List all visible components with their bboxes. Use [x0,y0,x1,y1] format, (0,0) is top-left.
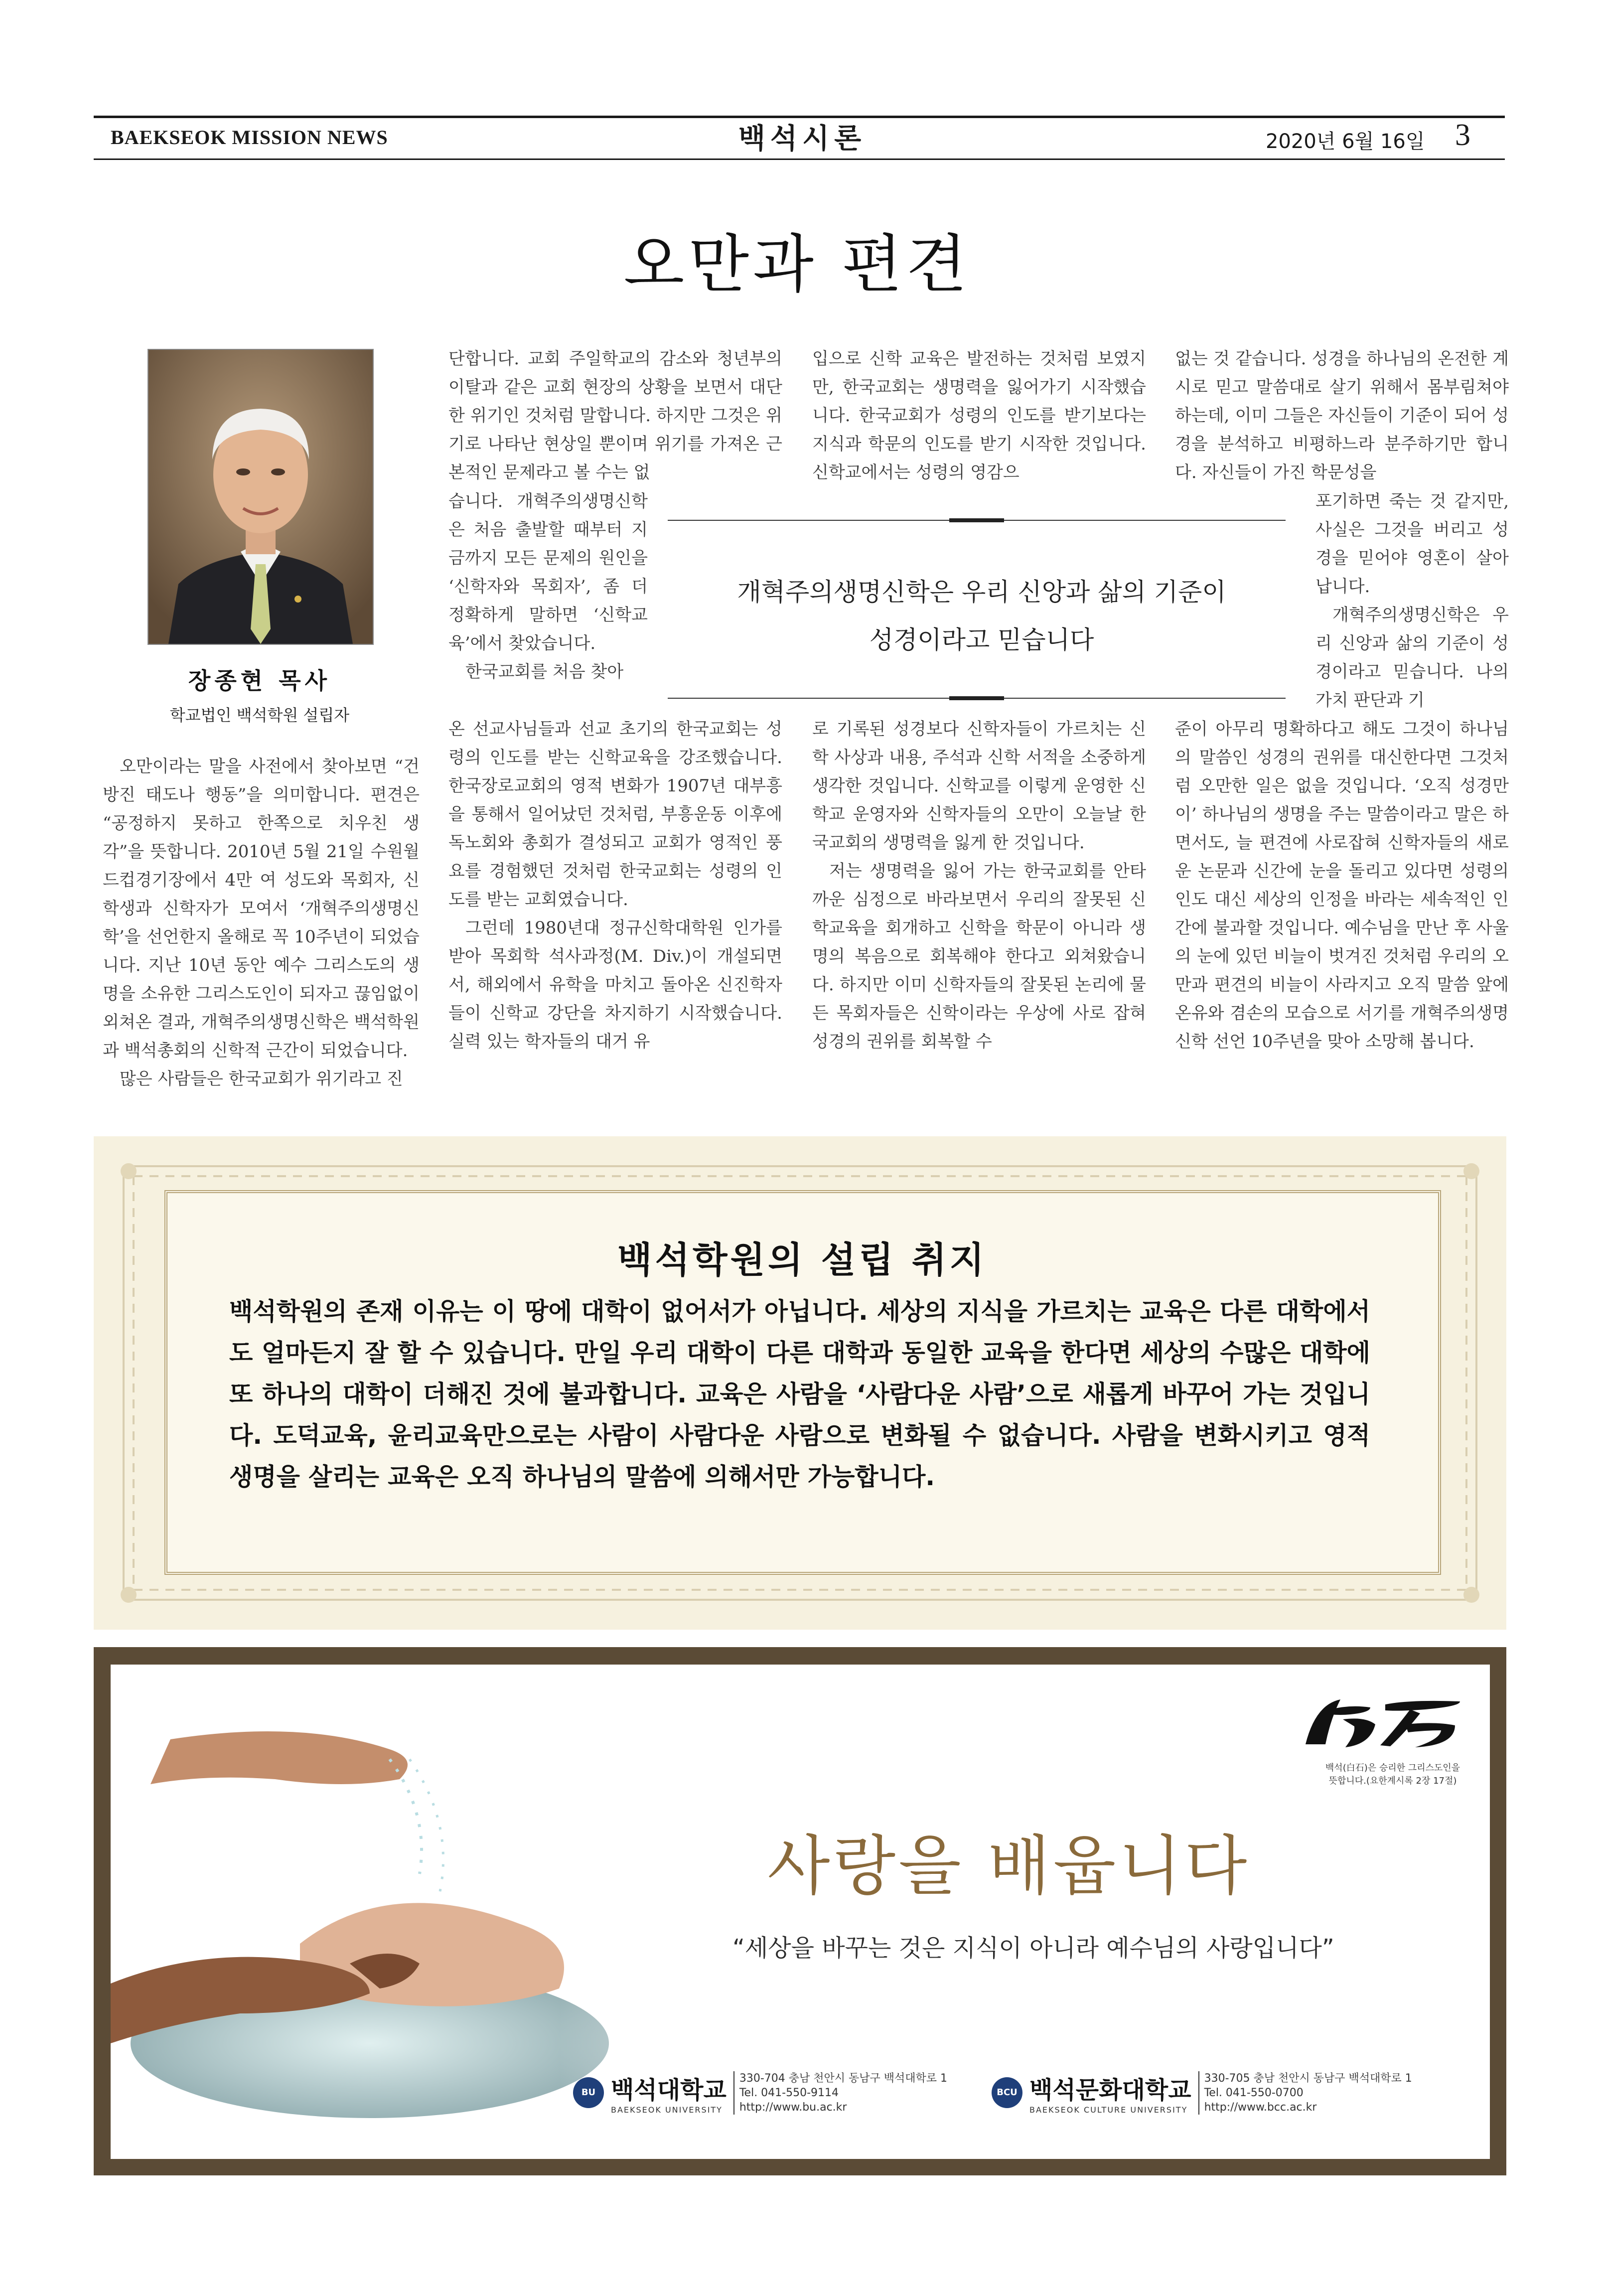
bcu-emblem-icon: BCU [992,2077,1022,2108]
article-paragraph: 많은 사람들은 한국교회가 위기라고 진 [120,1069,403,1089]
pullquote-bar-top [949,518,1004,522]
logo-caption-line: 백석(白石)은 승리한 그리스도인을 [1325,1763,1460,1773]
publication-name: BAEKSEOK MISSION NEWS [111,126,388,149]
author-role: 학교법인 백석학원 설립자 [169,706,350,725]
header-rule-bottom [94,158,1505,160]
bcu-contact [1198,2071,1412,2115]
founding-title: 백석학원의 설립 취지 [617,1239,988,1281]
bu-name-ko: 백석대학교 [611,2076,727,2104]
university-block-bcu [992,2071,1412,2115]
article-column-4-wrap [1315,487,1509,715]
article-title: 오만과 편견 [623,228,971,301]
article-paragraph: 포기하면 죽는 것 같지만, 사실은 그것을 버리고 성경을 믿어야 영혼이 살아납니다. [1315,491,1509,597]
author-photo [147,349,374,645]
bu-emblem-icon: BU [573,2077,604,2108]
bu-tel: Tel. 041-550-9114 [739,2086,839,2099]
ad-headline: 사랑을 배웁니다 [767,1828,1250,1904]
article-paragraph: 한국교회를 처음 찾아 [465,662,624,682]
section-title: 백석시론 [738,123,867,155]
article-paragraph: 온 선교사님들과 선교 초기의 한국교회는 성령의 인도를 받는 신학교육을 강조했습니다. 한국장로교회의 영적 변화가 1907년 대부흥을 통해서 일어났던 것처럼, 부흥운동 이후에 독노회와 총회가 결성되고 교회가 영적인 풍요를 경험했던 것처럼 한국교회는 성령의 인도를 받는 교회였습니다. [448,719,782,910]
bcu-url[interactable]: http://www.bcc.ac.kr [1204,2101,1317,2114]
article-column-4-bottom: 준이 아무리 명확하다고 해도 그것이 하나님의 말씀인 성경의 권위를 대신한다면 그것처럼 오만한 일은 없을 것입니다. ‘오직 성경만이’ 하나님의 생명을 주는 말씀이라고 말은 하면서도, 늘 편견에 사로잡혀 신학자들의 새로운 논문과 신간에 눈을 돌리고 있다면 성령의 인도 대신 세상의 인정을 바라는 세속적인 인간에 불과할 것입니다. 예수님을 만난 후 사울의 눈에 있던 비늘이 벗겨진 것처럼 우리의 오만과 편견의 비늘이 사라지고 오직 말씀 앞에 온유와 겸손의 모습으로 서기를 개혁주의생명신학 선언 10주년을 맞아 소망해 봅니다. [1175,719,1509,1052]
pullquote-bar-bottom [949,696,1004,700]
article-column-2-wrap [448,487,648,686]
article-paragraph: 오만이라는 말을 사전에서 찾아보면 “건방진 태도나 행동”을 의미합니다. 편견은 “공정하지 못하고 한쪽으로 치우친 생각”을 뜻합니다. 2010년 5월 21일 수원월드컵경기장에서 4만 여 성도와 목회자, 신학생과 신학자가 모여서 ‘개혁주의생명신학’을 선언한지 올해로 꼭 10주년이 되었습니다. 지난 10년 동안 예수 그리스도의 생명을 소유한 그리스도인이 되자고 끊임없이 외쳐온 결과, 개혁주의생명신학은 백석학원과 백석총회의 신학적 근간이 되었습니다. [103,757,420,1061]
pullquote-line: 개혁주의생명신학은 우리 신앙과 삶의 기준이 [737,578,1226,607]
issue-date: 2020년 6월 16일 [1266,130,1425,153]
article-column-3-top: 입으로 신학 교육은 발전하는 것처럼 보였지만, 한국교회는 생명력을 잃어가기 시작했습니다. 한국교회가 성령의 인도를 받기보다는 지식과 학문의 인도를 받기 시작한 것입니다. 신학교에서는 성령의 영감으 [812,349,1146,482]
article-column-4-top: 없는 것 같습니다. 성경을 하나님의 온전한 계시로 믿고 말씀대로 살기 위해서 몸부림쳐야 하는데, 이미 그들은 자신들이 기준이 되어 성경을 분석하고 비평하느라 분주하기만 합니다. 자신들이 가진 학문성을 [1175,349,1509,482]
ad-quote: “세상을 바꾸는 것은 지식이 아니라 예수님의 사랑입니다” [732,1934,1334,1962]
article-column-2-bottom [448,715,782,1056]
article-paragraph: 로 기록된 성경보다 신학자들이 가르치는 신학 사상과 내용, 주석과 신학 서적을 소중하게 생각한 것입니다. 신학교를 이렇게 운영한 신학교 운영자와 신학자들의 오만이 오늘날 한국교회의 생명력을 잃게 한 것입니다. [812,719,1146,853]
article-paragraph: 습니다. 개혁주의생명신학은 처음 출발할 때부터 지금까지 모든 문제의 원인을 ‘신학자와 목회자’, 좀 더 정확하게 말하면 ‘신학교육’에서 찾았습니다. [448,491,648,653]
article-paragraph: 개혁주의생명신학은 우리 신앙과 삶의 기준이 성경이라고 믿습니다. 나의 가치 판단과 기 [1315,605,1509,710]
article-column-1 [103,753,420,1093]
pullquote [658,568,1306,664]
university-block-bu [573,2071,947,2115]
article-column-3-bottom [812,715,1146,1056]
article-paragraph: 저는 생명력을 잃어 가는 한국교회를 안타까운 심정으로 바라보면서 우리의 잘못된 신학교육을 회개하고 신학을 학문이 아니라 생명의 복음으로 회복해야 한다고 외쳐왔습니다. 하지만 이미 신학자들의 잘못된 논리에 물든 목회자들은 신학이라는 우상에 사로 잡혀 성경의 권위를 회복할 수 [812,861,1146,1052]
bu-contact [733,2071,947,2115]
bu-name-block [611,2071,727,2115]
page-number: 3 [1455,118,1470,152]
baekseok-calligraphy-logo [1296,1684,1475,1754]
pullquote-line: 성경이라고 믿습니다 [869,625,1094,654]
logo-caption-line: 뜻합니다.(요한계시록 2장 17절) [1328,1776,1457,1786]
bcu-name-en: BAEKSEOK CULTURE UNIVERSITY [1029,2105,1188,2115]
bcu-tel: Tel. 041-550-0700 [1204,2086,1304,2099]
article-paragraph: 그런데 1980년대 정규신학대학원 인가를 받아 목회학 석사과정(M. Div.)이 개설되면서, 해외에서 유학을 마치고 돌아온 신진학자들이 신학교 강단을 차지하기 시작했습니다. 실력 있는 학자들의 대거 유 [448,918,782,1052]
bu-address: 330-704 충남 천안시 동남구 백석대학로 1 [739,2072,948,2085]
article-column-2-top: 단합니다. 교회 주일학교의 감소와 청년부의 이탈과 같은 교회 현장의 상황을 보면서 대단한 위기인 것처럼 말합니다. 하지만 그것은 위기로 나타난 현상일 뿐이며 위기를 가져온 근본적인 문제라고 볼 수는 없 [448,349,782,482]
logo-caption [1306,1762,1480,1788]
bu-url[interactable]: http://www.bu.ac.kr [739,2101,847,2114]
founding-body: 백석학원의 존재 이유는 이 땅에 대학이 없어서가 아닙니다. 세상의 지식을 가르치는 교육은 다른 대학에서도 얼마든지 잘 할 수 있습니다. 만일 우리 대학이 다른 대학과 동일한 교육을 한다면 세상의 수많은 대학에 또 하나의 대학이 더해진 것에 불과합니다. 교육은 사람을 ‘사람다운 사람’으로 새롭게 바꾸어 가는 것입니다. 도덕교육, 윤리교육만으로는 사람이 사람다운 사람으로 변화될 수 없습니다. 사람을 변화시키고 영적 생명을 살리는 교육은 오직 하나님의 말씀에 의해서만 가능합니다. [229,1297,1370,1491]
bu-name-en: BAEKSEOK UNIVERSITY [611,2105,723,2115]
bcu-address: 330-705 충남 천안시 동남구 백석대학로 1 [1204,2072,1412,2085]
bcu-name-ko: 백석문화대학교 [1029,2076,1191,2104]
bcu-name-block [1029,2071,1191,2115]
author-name: 장종현 목사 [188,667,331,694]
